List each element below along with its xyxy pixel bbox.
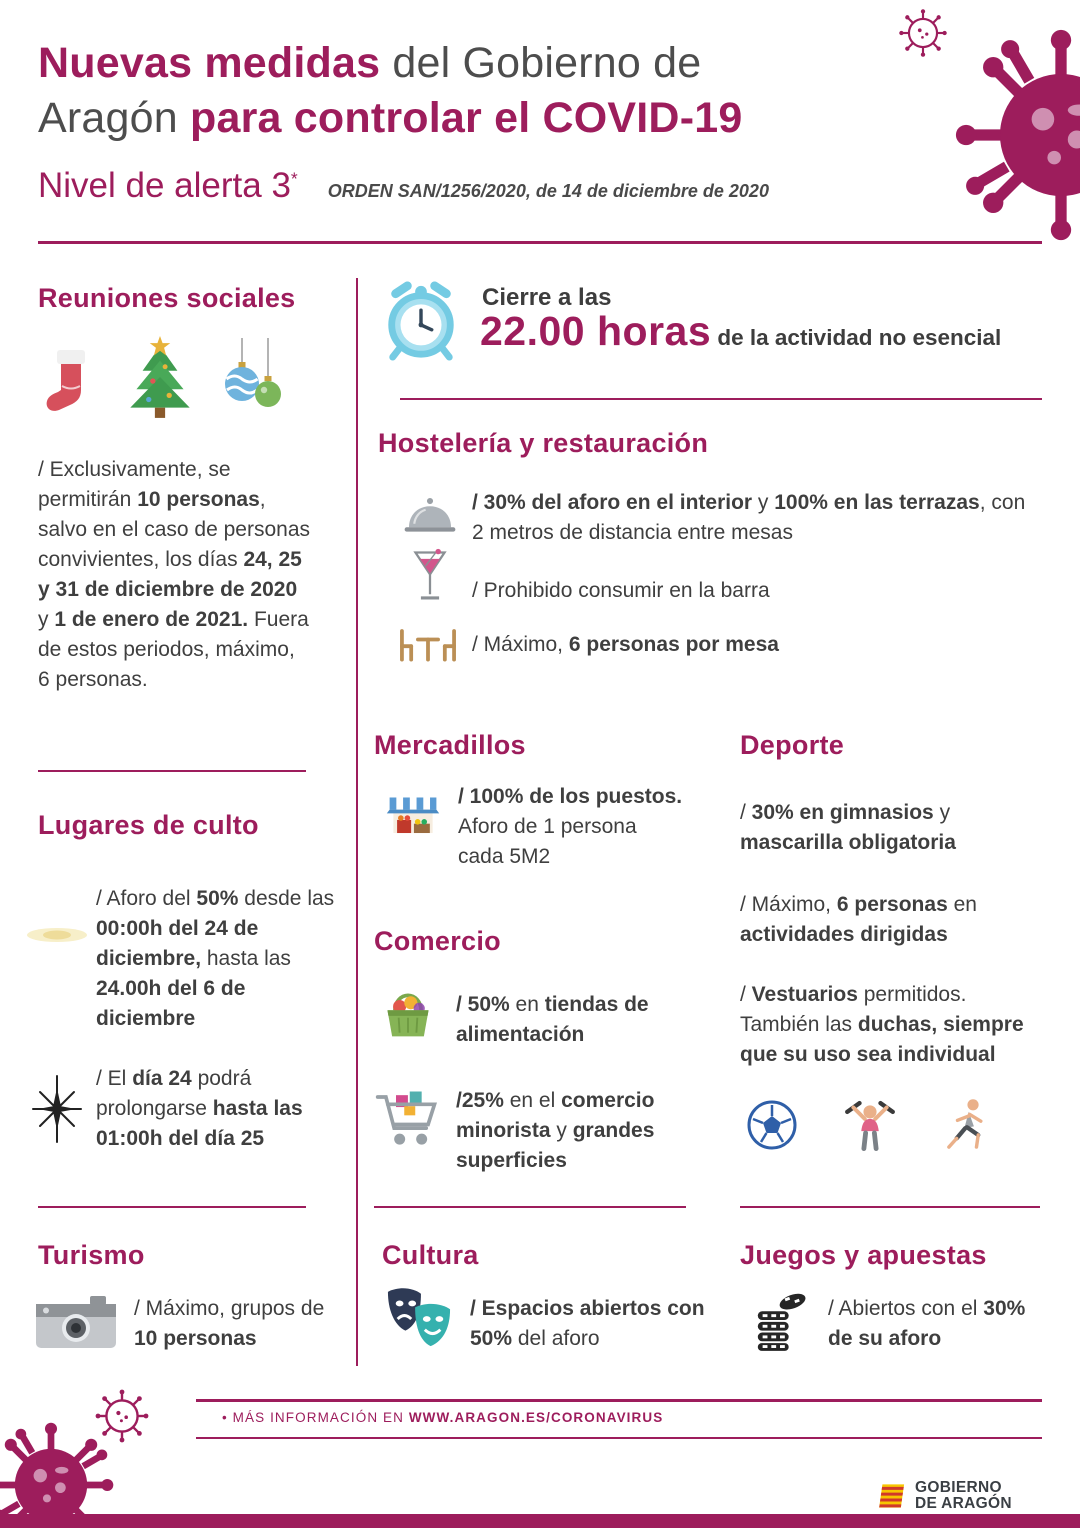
poker-chips-icon <box>752 1288 808 1352</box>
comercio-text-2: /25% en el comercio minorista y grandes superficies <box>456 1089 655 1172</box>
column-divider <box>356 278 358 1366</box>
cocktail-glass-icon <box>410 548 450 606</box>
serving-cloche-icon <box>402 494 458 536</box>
divider <box>740 1206 1040 1208</box>
title-highlight: Nuevas medidas <box>38 39 381 87</box>
deporte-text-3: / Vestuarios permitidos. También las duchas, siempre que su uso sea individual <box>740 983 1024 1066</box>
closure-time-line <box>480 308 1001 355</box>
hosteleria-text-1: / 30% del aforo en el interior y 100% en las terrazas, con 2 metros de distancia entre mesas <box>472 491 1026 544</box>
food-basket-icon <box>380 986 436 1042</box>
alert-level-row <box>38 166 769 206</box>
christmas-stocking-icon <box>40 346 98 422</box>
candle-glow-icon <box>24 918 90 952</box>
section-heading-comercio: Comercio <box>374 926 501 956</box>
section-heading-hosteleria: Hostelería y restauración <box>378 428 709 458</box>
divider <box>38 1206 306 1208</box>
closure-rest: de la actividad no esencial <box>711 325 1002 350</box>
section-heading-mercadillos: Mercadillos <box>374 730 526 760</box>
divider <box>400 398 1042 400</box>
divider <box>38 770 306 772</box>
aragon-flag-icon <box>876 1481 906 1511</box>
sports-icons <box>746 1096 992 1154</box>
runner-icon <box>942 1097 992 1154</box>
christmas-ornaments-icon <box>222 338 286 422</box>
culto-text-1: / Aforo del 50% desde las 00:00h del 24 de diciembre, hasta las 24.00h del 6 de diciembre <box>96 887 335 1030</box>
christmas-icons <box>40 336 286 422</box>
hosteleria-text-3: / Máximo, 6 personas por mesa <box>472 633 779 656</box>
divider <box>374 1206 686 1208</box>
christmas-tree-icon <box>122 336 198 422</box>
section-heading-deporte: Deporte <box>740 730 845 760</box>
sparkle-star-icon <box>26 1074 88 1144</box>
theater-masks-icon <box>382 1286 456 1352</box>
closure-label: Cierre a las <box>482 284 612 311</box>
more-info-text: • MÁS INFORMACIÓN EN WWW.ARAGON.ES/CORONAVIRUS <box>222 1410 664 1425</box>
turismo-text: / Máximo, grupos de 10 personas <box>134 1297 325 1350</box>
title-text: Aragón <box>38 94 191 142</box>
header-divider <box>38 241 1042 244</box>
gobierno-aragon-logo <box>876 1480 1012 1512</box>
market-stall-icon <box>384 790 442 848</box>
cultura-text: / Espacios abiertos con 50% del aforo <box>470 1297 705 1350</box>
order-reference: ORDEN SAN/1256/2020, de 14 de diciembre de 2020 <box>327 181 769 201</box>
deporte-text-2: / Máximo, 6 personas en actividades dirigidas <box>740 893 977 946</box>
soccer-ball-icon <box>746 1099 798 1151</box>
mercadillos-text: / 100% de los puestos. Aforo de 1 persona cada 5M2 <box>458 785 683 868</box>
reuniones-text: / Exclusivamente, se permitirán 10 personas, salvo en el caso de personas convivientes, los días 24, 25 y 31 de diciembre de 2020 y 1 de enero de 2021. Fuera de estos periodos, máximo, 6 personas. <box>38 458 311 691</box>
section-heading-juegos: Juegos y apuestas <box>740 1240 987 1270</box>
alert-level: Nivel de alerta 3* <box>38 166 298 205</box>
comercio-text-1: / 50% en tiendas de alimentación <box>456 993 649 1046</box>
deporte-text-1: / 30% en gimnasios y mascarilla obligatoria <box>740 801 956 854</box>
logo-line-2: DE ARAGÓN <box>915 1495 1012 1512</box>
shopping-cart-icon <box>374 1086 440 1152</box>
section-heading-cultura: Cultura <box>382 1240 479 1270</box>
bottom-bar <box>0 1514 1080 1528</box>
page-title <box>38 36 898 146</box>
juegos-text: / Abiertos con el 30% de su aforo <box>828 1297 1026 1350</box>
title-text: del Gobierno de <box>380 39 702 87</box>
virus-outline-icon <box>896 6 950 60</box>
section-heading-culto: Lugares de culto <box>38 810 259 840</box>
logo-text <box>915 1480 1012 1512</box>
footer-divider-top <box>196 1399 1042 1402</box>
virus-solid-icon <box>0 1418 118 1528</box>
alarm-clock-icon <box>378 280 464 362</box>
closure-time: 22.00 horas <box>480 308 712 354</box>
title-highlight: para controlar el COVID-19 <box>190 94 743 142</box>
virus-solid-icon <box>948 22 1080 248</box>
logo-line-1: GOBIERNO <box>915 1479 1002 1496</box>
culto-text-2: / El día 24 podrá prolongarse hasta las 01:00h del día 25 <box>96 1067 303 1150</box>
camera-icon <box>34 1292 118 1352</box>
hosteleria-text-2: / Prohibido consumir en la barra <box>472 579 770 602</box>
footer-divider-bottom <box>196 1437 1042 1439</box>
weightlifting-icon <box>842 1096 898 1154</box>
section-heading-turismo: Turismo <box>38 1240 145 1270</box>
table-chairs-icon <box>396 626 460 663</box>
section-heading-reuniones: Reuniones sociales <box>38 283 296 313</box>
